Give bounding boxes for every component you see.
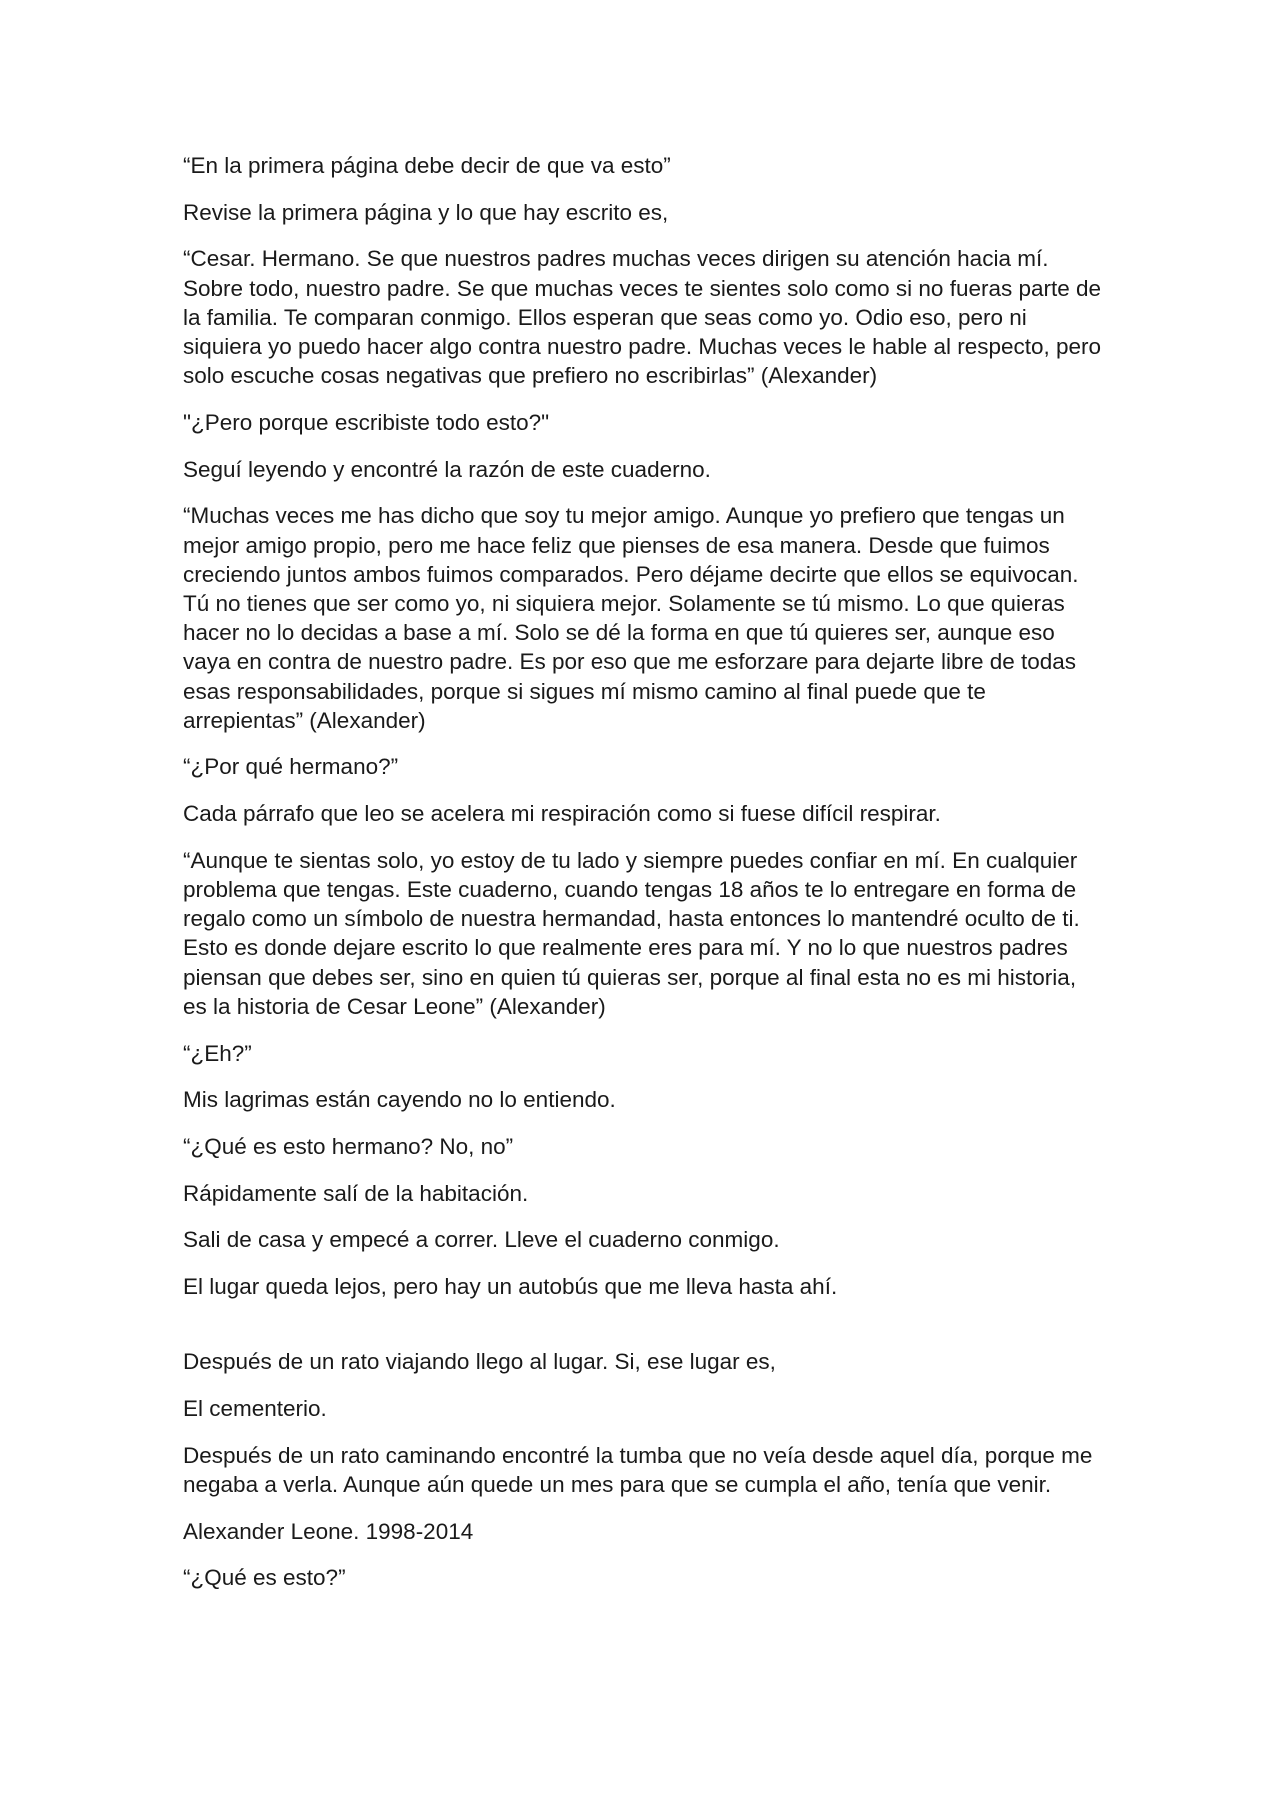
paragraph-7: “¿Por qué hermano?” [183,754,399,780]
paragraph-13: Rápidamente salí de la habitación. [183,1180,529,1206]
paragraph-4: "¿Pero porque escribiste todo esto?" [183,409,550,435]
paragraph-10: “¿Eh?” [183,1040,252,1066]
paragraph-11: Mis lagrimas están cayendo no lo entiendo. [183,1087,616,1113]
paragraph-9: “Aunque te sientas solo, yo estoy de tu lado y siempre puedes confiar en mí. En cualquier problema que tengas. Este cuaderno, cuando tengas 18 años te lo entregare en forma de regalo como un símbolo de nuestra hermandad, hasta entonces lo mantendré oculto de ti. Esto es donde dejare escrito lo que realmente eres para mí. Y no lo que nuestros padres piensan que debes ser, sino en quien tú quieras ser, porque al final esta no es mi historia, es la historia de Cesar Leone” (Alexander) [183,847,1080,1019]
paragraph-14: Sali de casa y empecé a correr. Lleve el cuaderno conmigo. [183,1227,780,1253]
paragraph-17: El cementerio. [183,1396,327,1421]
paragraph-3: “Cesar. Hermano. Se que nuestros padres muchas veces dirigen su atención hacia mí. Sobre todo, nuestro padre. Se que muchas veces te sientes solo como si no fueras parte de la familia. Te comparan conmigo. Ellos esperan que seas como yo. Odio eso, pero ni siquiera yo puedo hacer algo contra nuestro padre. Muchas veces le hable al respecto, pero solo escuche cosas negativas que prefiero no escribirlas” (Alexander) [183,246,1102,389]
document-body [183,151,1103,1610]
paragraph-19: Alexander Leone. 1998-2014 [183,1518,474,1544]
paragraph-2: Revise la primera página y lo que hay escrito es, [183,199,669,225]
paragraph-18: Después de un rato caminando encontré la tumba que no veía desde aquel día, porque me negaba a verla. Aunque aún quede un mes para que se cumpla el año, tenía que venir. [183,1442,1093,1497]
paragraph-8: Cada párrafo que leo se acelera mi respiración como si fuese difícil respirar. [183,801,941,827]
paragraph-5: Seguí leyendo y encontré la razón de este cuaderno. [183,456,711,482]
paragraph-1: “En la primera página debe decir de que va esto” [183,153,671,178]
paragraph-6: “Muchas veces me has dicho que soy tu mejor amigo. Aunque yo prefiero que tengas un mejor amigo propio, pero me hace feliz que pienses de esa manera. Desde que fuimos creciendo juntos ambos fuimos comparados. Pero déjame decirte que ellos se equivocan. Tú no tienes que ser como yo, ni siquiera mejor. Solamente se tú mismo. Lo que quieras hacer no lo decidas a base a mí. Solo se dé la forma en que tú quieres ser, aunque eso vaya en contra de nuestro padre. Es por eso que me esforzare para dejarte libre de todas esas responsabilidades, porque si sigues mí mismo camino al final puede que te arrepientas” (Alexander) [183,503,1079,733]
paragraph-12: “¿Qué es esto hermano? No, no” [183,1133,514,1159]
paragraph-16: Después de un rato viajando llego al lugar. Si, ese lugar es, [183,1349,776,1375]
paragraph-20: “¿Qué es esto?” [183,1565,346,1591]
paragraph-15: El lugar queda lejos, pero hay un autobús que me lleva hasta ahí. [183,1274,838,1300]
